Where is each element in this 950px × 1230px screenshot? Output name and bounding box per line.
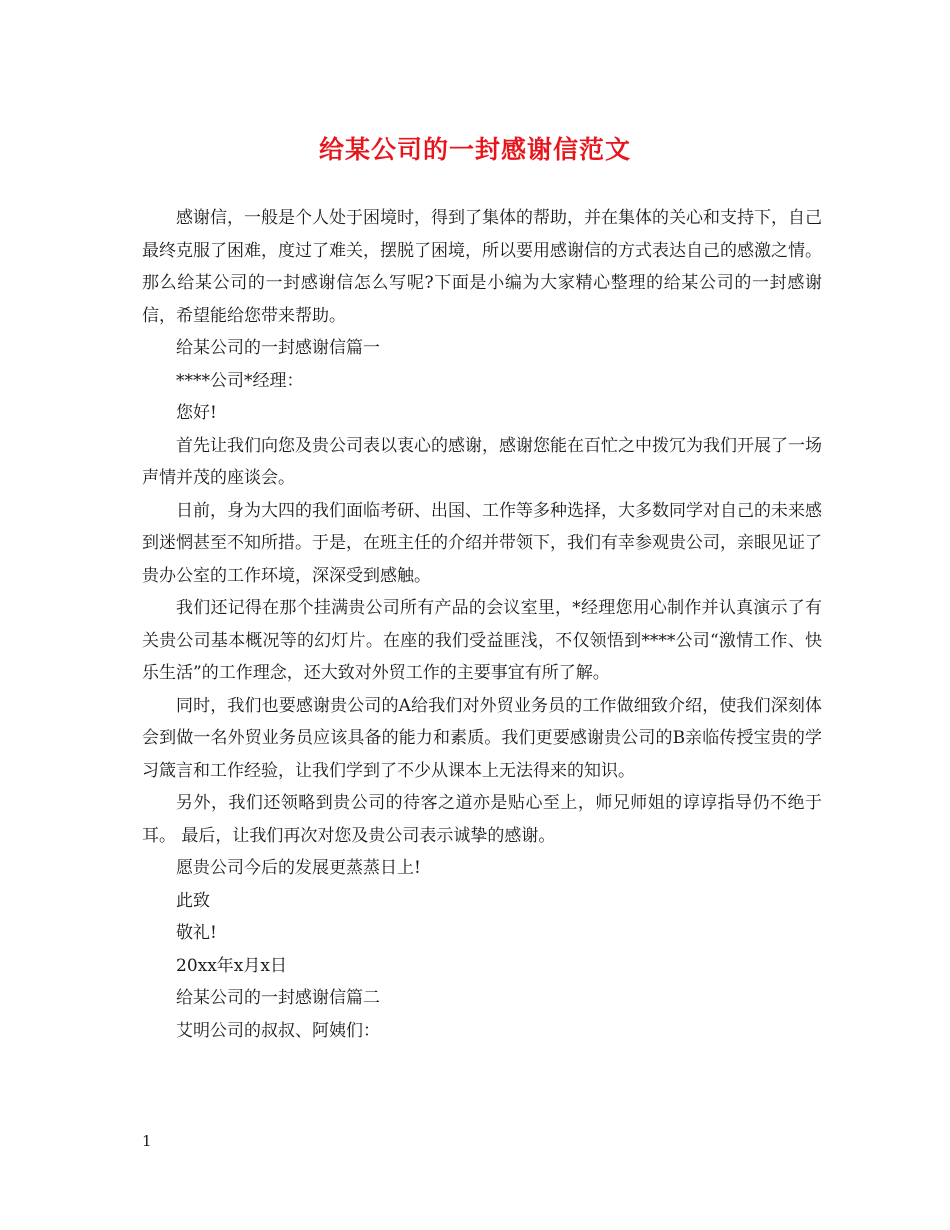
page-number: 1 — [142, 1132, 152, 1150]
greeting: 您好! — [176, 403, 217, 423]
document-title: 给某公司的一封感谢信范文 — [318, 135, 631, 164]
closing-cizhi: 此致 — [176, 890, 210, 911]
paragraph-wish: 愿贵公司今后的发展更蒸蒸日上! — [176, 858, 421, 878]
paragraph-closing-thanks: 另外，我们还领略到贵公司的待客之道亦是贴心至上，师兄师姐的谆谆指导仍不绝于耳。 最后，让我们再次对您及贵公司表示诚挚的感谢。 — [142, 793, 822, 846]
paragraph-thanks: 首先让我们向您及贵公司表以衷心的感谢，感谢您能在百忙之中拨冗为我们开展了一场声情并茂的座谈会。 — [142, 435, 822, 488]
section-heading-1: 给某公司的一封感谢信篇一 — [176, 338, 380, 358]
salutation: ****公司*经理： — [176, 370, 304, 391]
paragraph-staff-thanks: 同时，我们也要感谢贵公司的A给我们对外贸业务员的工作做细致介绍，使我们深刻体会到做一名外贸业务员应该具备的能力和素质。我们更要感谢贵公司的B亲临传授宝贵的学习箴言和工作经验，让我们学到了不少从课本上无法得来的知识。 — [142, 695, 822, 781]
letter-date: 20xx年x月x日 — [176, 955, 287, 976]
document-body — [142, 202, 822, 1047]
paragraph-visit: 日前，身为大四的我们面临考研、出国、工作等多种选择，大多数同学对自己的未来感到迷惘甚至不知所措。于是，在班主任的介绍并带领下，我们有幸参观贵公司，亲眼见证了贵办公室的工作环境，深深受到感触。 — [142, 500, 822, 586]
closing-jingli: 敬礼! — [176, 923, 217, 943]
paragraph-intro: 感谢信，一般是个人处于困境时，得到了集体的帮助，并在集体的关心和支持下，自己最终克服了困难，度过了难关，摆脱了困境，所以要用感谢信的方式表达自己的感激之情。那么给某公司的一封感谢信怎么写呢?下面是小编为大家精心整理的给某公司的一封感谢信，希望能给您带来帮助。 — [142, 208, 822, 326]
salutation-2: 艾明公司的叔叔、阿姨们： — [176, 1020, 380, 1041]
section-heading-2: 给某公司的一封感谢信篇二 — [176, 988, 380, 1008]
paragraph-meeting-room: 我们还记得在那个挂满贵公司所有产品的会议室里，*经理您用心制作并认真演示了有关贵公司基本概况等的幻灯片。在座的我们受益匪浅，不仅领悟到****公司“激情工作、快乐生活”的工作理念，还大致对外贸工作的主要事宜有所了解。 — [142, 598, 822, 683]
